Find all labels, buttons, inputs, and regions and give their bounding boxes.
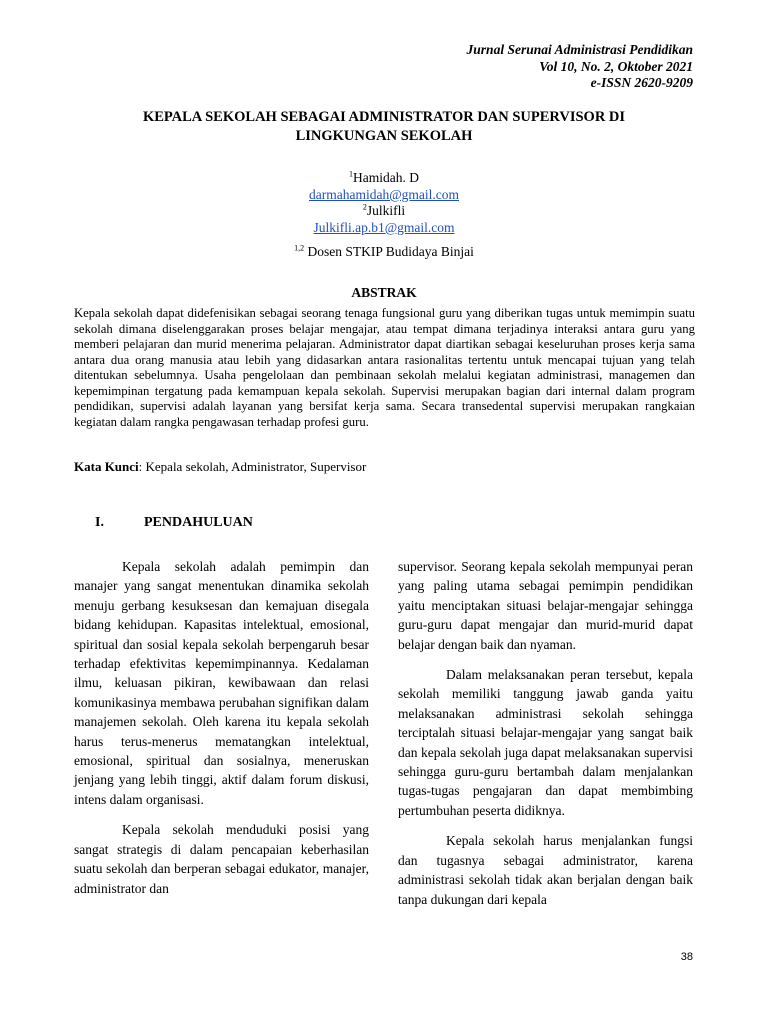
page-number: 38 [680, 951, 693, 963]
author-1-superscript: 1 [349, 169, 353, 179]
body-column-left [74, 557, 369, 909]
paper-title-line-2: LINGKUNGAN SEKOLAH [295, 128, 473, 144]
author-2 [0, 203, 768, 220]
body-paragraph: Dalam melaksanakan peran tersebut, kepala sekolah memiliki tanggung jawab ganda yaitu melaksanakan administrasi sekolah sehingga terciptalah situasi belajar-mengajar yang sangat baik dan kepala sekolah juga dapat melaksanakan supervisi sehingga guru-guru bertambah dalam menjalankan tugas-tugas pengajaran dan dapat membimbing pertumbuhan peserta didiknya. [398, 667, 693, 818]
section-number: I. [95, 515, 104, 530]
section-title: PENDAHULUAN [144, 515, 253, 530]
author-1-name: Hamidah. D [353, 170, 419, 185]
keywords [74, 459, 366, 475]
affiliation [0, 244, 768, 261]
author-1 [0, 170, 768, 187]
body-paragraph: Kepala sekolah harus menjalankan fungsi dan tugasnya sebagai administrator, karena administrasi sekolah tidak akan berjalan dengan baik tanpa dukungan dari kepala [398, 833, 693, 907]
author-block [0, 170, 768, 261]
keywords-label: Kata Kunci [74, 459, 139, 474]
abstract-heading: ABSTRAK [351, 285, 417, 300]
body-paragraph: supervisor. Seorang kepala sekolah mempunyai peran yang paling utama sebagai pemimpin pendidikan yaitu menciptakan situasi belajar-mengajar sehingga guru-guru dapat mengajar dan murid-murid dapat belajar dengan baik dan nyaman. [398, 559, 693, 652]
author-2-name: Julkifli [366, 203, 406, 218]
author-1-email-link[interactable]: darmahamidah@gmail.com [308, 186, 459, 202]
journal-issn: e-ISSN 2620-9209 [590, 75, 693, 90]
author-2-email-link[interactable]: Julkifli.ap.b1@gmail.com [313, 219, 455, 235]
journal-name: Jurnal Serunai Administrasi Pendidikan [466, 42, 693, 57]
body-paragraph: Kepala sekolah adalah pemimpin dan manajer yang sangat menentukan dinamika sekolah menuju gerbang kesuksesan dan kemajuan disegala bidang kehidupan. Kapasitas intelektual, emosional, spiritual dan sosial kepala sekolah berpengaruh besar terhadap efektivitas kepemimpinannya. Kedalaman ilmu, keluasan pikiran, kewibawaan dan relasi komunikasinya membawa perubahan signifikan dalam manajemen sekolah. Oleh karena itu kepala sekolah harus terus-menerus mematangkan intelektual, emosional, spiritual dan sosialnya, meneruskan jenjang yang lebih tinggi, aktif dalam forum diskusi, intens dalam organisasi. [74, 559, 369, 807]
paper-title [74, 108, 694, 146]
journal-volume: Vol 10, No. 2, Oktober 2021 [539, 58, 693, 74]
abstract-text: Kepala sekolah dapat didefenisikan sebagai seorang tenaga fungsional guru yang diberikan tugas untuk memimpin suatu sekolah dimana diselenggarakan proses belajar mengajar, atau tempat dimana terjadinya interaksi antara guru yang memberi pelajaran dan murid menerima pelajaran. Administrator dapat diartikan sebagai keseluruhan proses kerja sama antara dua orang manusia atau lebih yang didasarkan antara rasionalitas tertentu untuk mencapai tujuan yang telah ditentukan sebelumnya. Usaha pengelolaan dan pembinaan sekolah melalui kegiatan administrasi, managemen dan kepemimpinan tergatung pada kemampuan kepala sekolah. Supervisi merupakan bagian dari internal dalam program pendidikan, supervisi adalah layanan yang bersifat kerja sama. Secara transedental supervisi merupakan rangkaian kegiatan dalam rangka pengawasan terhadap profesi guru. [74, 306, 695, 429]
journal-header [467, 42, 693, 92]
section-heading [95, 515, 253, 531]
affiliation-text: Dosen STKIP Budidaya Binjai [304, 244, 474, 259]
author-2-superscript: 2 [362, 202, 367, 212]
body-column-right [398, 557, 693, 920]
paper-title-line-1: KEPALA SEKOLAH SEBAGAI ADMINISTRATOR DAN SUPERVISOR DI [142, 109, 626, 125]
body-paragraph: Kepala sekolah menduduki posisi yang sangat strategis di dalam pencapaian keberhasilan suatu sekolah dan berperan sebagai edukator, manajer, administrator dan [74, 822, 369, 896]
keywords-text: : Kepala sekolah, Administrator, Supervisor [138, 459, 367, 474]
affiliation-superscript: 1,2 [294, 243, 305, 253]
